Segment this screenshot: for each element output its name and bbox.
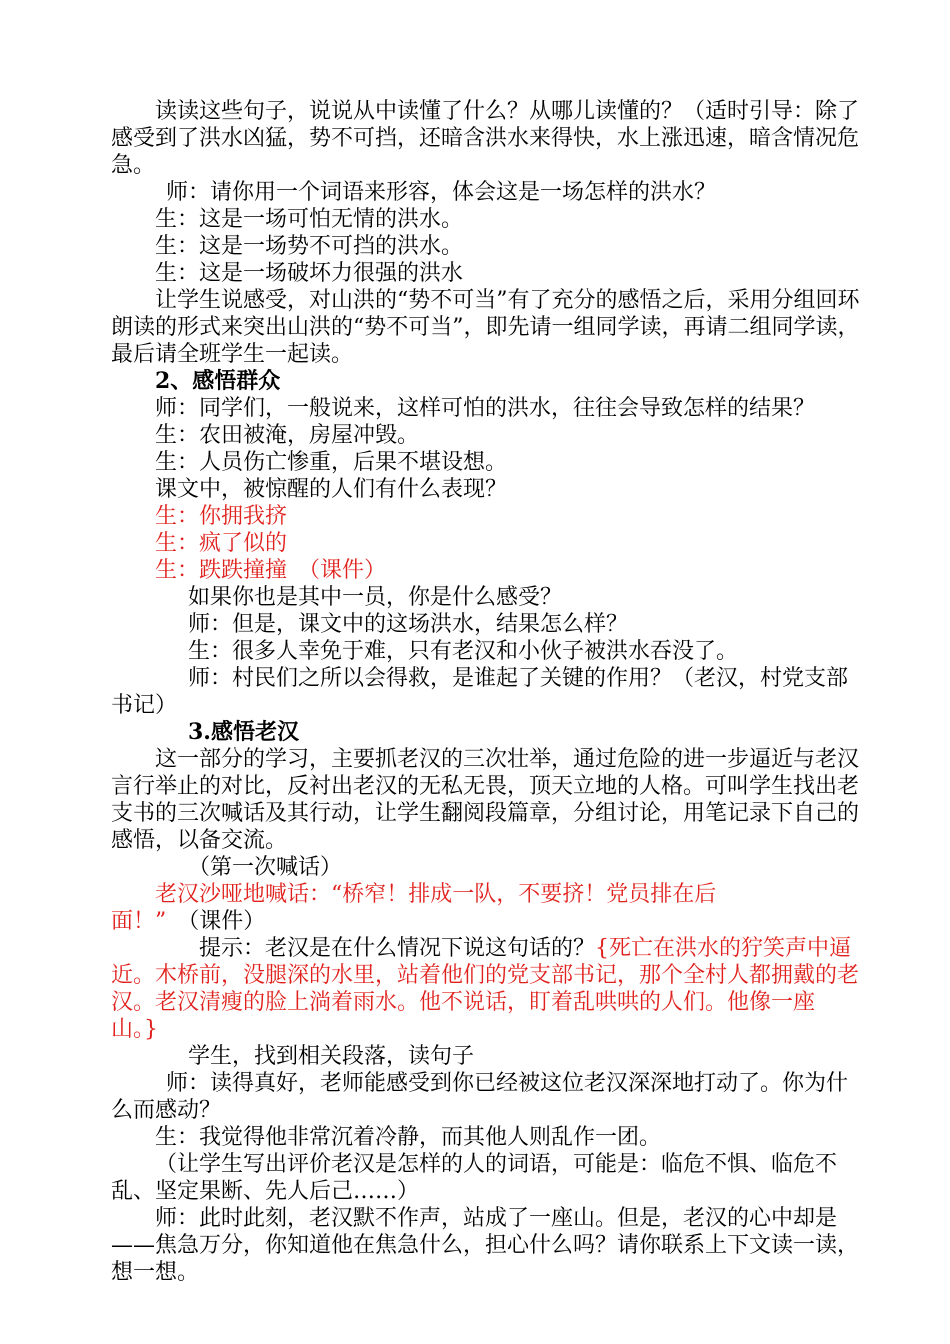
student-find-paragraph: 学生，找到相关段落，读句子 <box>188 1044 475 1069</box>
student-answer-crowding: 生：你拥我挤 <box>155 504 288 529</box>
student-answer-stumbling: 生：跌跌撞撞 （课件） <box>155 558 387 583</box>
first-shout-label: （第一次喊话） <box>188 855 343 880</box>
section-heading-old-man: 3.感悟老汉 <box>188 719 299 745</box>
student-answer-3: 生：这是一场破坏力很强的洪水 <box>155 261 464 286</box>
student-answer-farmland: 生：农田被淹，房屋冲毁。 <box>155 423 420 448</box>
teacher-question-key-role: 师：村民们之所以会得救，是谁起了关键的作用？（老汉，村党支部书记） <box>111 666 849 718</box>
paragraph-learning-plan: 这一部分的学习，主要抓老汉的三次壮举，通过危险的进一步逼近与老汉言行举止的对比，反衬出老汉的无私无畏，顶天立地的人格。可叫学生找出老支书的三次喊话及其行动，让学生翻阅段篇章，分组讨论，用笔记录下自己的感悟，以备交流。 <box>111 747 860 853</box>
student-answer-casualties: 生：人员伤亡惨重，后果不堪设想。 <box>155 450 508 475</box>
courseware-note: （课件） <box>166 909 266 934</box>
paragraph-read-sentences: 读读这些句子，说说从中读懂了什么？从哪儿读懂的？（适时引导：除了感受到了洪水凶猛，势不可挡，还暗含洪水来得快，水上涨迅速，暗含情况危急。 <box>111 99 860 178</box>
section-heading-crowd: 2、感悟群众 <box>155 368 281 394</box>
document-page <box>111 98 861 1286</box>
hint-paragraph <box>111 935 861 1043</box>
student-answer-calm: 生：我觉得他非常沉着冷静，而其他人则乱作一团。 <box>155 1125 662 1150</box>
teacher-question-worry: 师：此时此刻，老汉默不作声，站成了一座山。但是，老汉的心中却是——焦急万分，你知道他在焦急什么，担心什么吗？请你联系上下文读一读，想一想。 <box>111 1206 860 1285</box>
teacher-question-outcome: 师：但是，课文中的这场洪水，结果怎么样？ <box>188 612 629 637</box>
hint-quote: {死亡在洪水的狞笑声中逼近。木桥前，没腿深的水里，站着他们的党支部书记，那个全村人都拥戴的老汉。老汉清瘦的脸上淌着雨水。他不说话，盯着乱哄哄的人们。他像一座山。} <box>111 936 860 1042</box>
paragraph-group-reading: 让学生说感受，对山洪的“势不可当”有了充分的感悟之后，采用分组回环朗读的形式来突出山洪的“势不可当”，即先请一组同学读，再请二组同学读，最后请全班学生一起读。 <box>111 288 860 367</box>
shout-quote-text: 老汉沙哑地喊话：“桥窄！排成一队，不要挤！党员排在后面！” <box>111 882 717 934</box>
old-man-shout-quote <box>111 881 861 935</box>
evaluation-words: （让学生写出评价老汉是怎样的人的词语，可能是：临危不惧、临危不乱、坚定果断、先人后己……） <box>111 1152 838 1204</box>
question-feeling: 如果你也是其中一员，你是什么感受？ <box>188 585 563 610</box>
teacher-question-result: 师：同学们，一般说来，这样可怕的洪水，往往会导致怎样的结果？ <box>155 396 816 421</box>
teacher-question-flood: 师：请你用一个词语来形容，体会这是一场怎样的洪水？ <box>166 180 717 205</box>
teacher-praise: 师：读得真好，老师能感受到你已经被这位老汉深深地打动了。你为什么而感动？ <box>111 1071 849 1123</box>
student-answer-crazy: 生：疯了似的 <box>155 531 288 556</box>
hint-question: 提示：老汉是在什么情况下说这句话的？ <box>199 936 596 961</box>
student-answer-1: 生：这是一场可怕无情的洪水。 <box>155 207 464 232</box>
student-answer-2: 生：这是一场势不可挡的洪水。 <box>155 234 464 259</box>
question-people-reaction: 课文中，被惊醒的人们有什么表现？ <box>155 477 508 502</box>
student-answer-survivors: 生：很多人幸免于难，只有老汉和小伙子被洪水吞没了。 <box>188 639 739 664</box>
